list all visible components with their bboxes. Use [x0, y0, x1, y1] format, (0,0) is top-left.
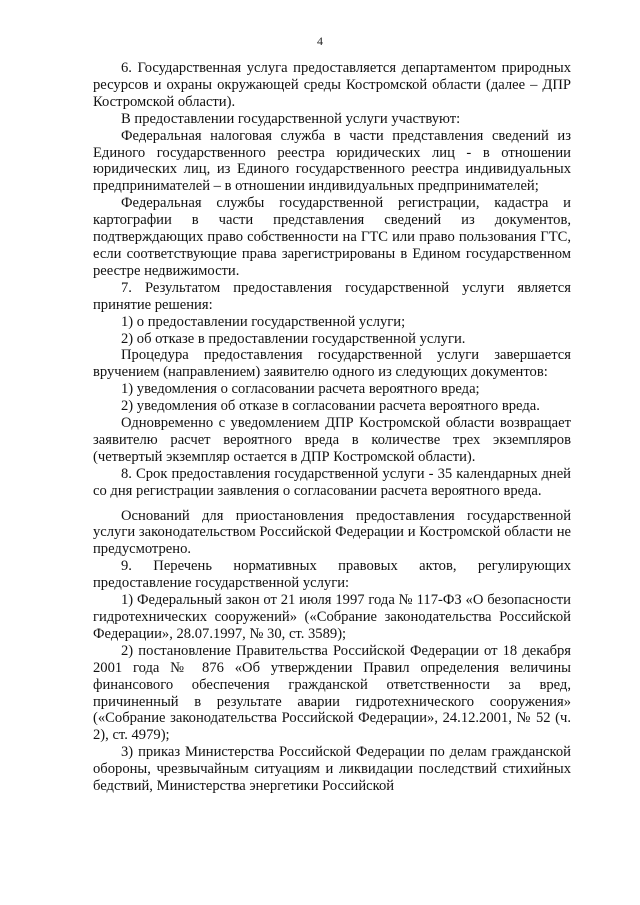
paragraph-item-6: 6. Государственная услуга предоставляется департаментом природных ресурсов и охраны окружающей среды Костромской области (далее – ДПР Костромской области). [93, 60, 571, 110]
page-number: 4 [317, 34, 323, 48]
paragraph-decision-1: 1) о предоставлении государственной услуги; [121, 313, 406, 330]
paragraph-registration-service: Федеральная службы государственной регистрации, кадастра и картографии в части представления сведений из документов, подтверждающих право собственности на ГТС или право пользования ГТС, если соответствующие права зарегистрированы в Едином государственном реестре недвижимости. [93, 195, 571, 279]
paragraph-return-copies: Одновременно с уведомлением ДПР Костромской области возвращает заявителю расчет вероятного вреда в количестве трех экземпляров (четвертый экземпляр остается в ДПР Костромской области). [93, 415, 571, 465]
paragraph-law-2: 2) постановление Правительства Российской Федерации от 18 декабря 2001 года № 876 «Об утверждении Правил определения величины финансового обеспечения гражданской ответственности за вред, причиненный в результате аварии гидротехнического сооружения» («Собрание законодательства Российской Федерации», 24.12.2001, № 52 (ч. 2), ст. 4979); [93, 642, 571, 744]
paragraph-no-suspension: Оснований для приостановления предоставления государственной услуги законодательством Российской Федерации и Костромской области не предусмотрено. [93, 507, 571, 558]
paragraph-participants-intro: В предоставлении государственной услуги участвуют: [121, 110, 461, 127]
paragraph-decision-2: 2) об отказе в предоставлении государственной услуги. [121, 330, 466, 347]
paragraph-item-8: 8. Срок предоставления государственной услуги - 35 календарных дней со дня регистрации заявления о согласовании расчета вероятного вреда. [93, 465, 571, 499]
paragraph-notice-2: 2) уведомления об отказе в согласовании расчета вероятного вреда. [121, 398, 540, 415]
paragraph-tax-service: Федеральная налоговая служба в части представления сведений из Единого государственного реестра юридических лиц - в отношении юридических лиц, из Единого государственного реестра индивидуальных предпринимателей – в отношении индивидуальных предпринимателей; [93, 127, 571, 195]
paragraph-procedure: Процедура предоставления государственной услуги завершается вручением (направлением) заявителю одного из следующих документов: [93, 347, 571, 381]
paragraph-notice-1: 1) уведомления о согласовании расчета вероятного вреда; [121, 381, 480, 398]
document-body [93, 60, 571, 795]
paragraph-item-7: 7. Результатом предоставления государственной услуги является принятие решения: [93, 279, 571, 313]
paragraph-law-1: 1) Федеральный закон от 21 июля 1997 года № 117-ФЗ «О безопасности гидротехнических сооружений» («Собрание законодательства Российской Федерации», 28.07.1997, № 30, ст. 3589); [93, 592, 571, 642]
paragraph-law-3: 3) приказ Министерства Российской Федерации по делам гражданской обороны, чрезвычайным ситуациям и ликвидации последствий стихийных бедствий, Министерства энергетики Российской [93, 744, 571, 795]
paragraph-item-9: 9. Перечень нормативных правовых актов, регулирующих предоставление государственной услуги: [93, 558, 571, 592]
